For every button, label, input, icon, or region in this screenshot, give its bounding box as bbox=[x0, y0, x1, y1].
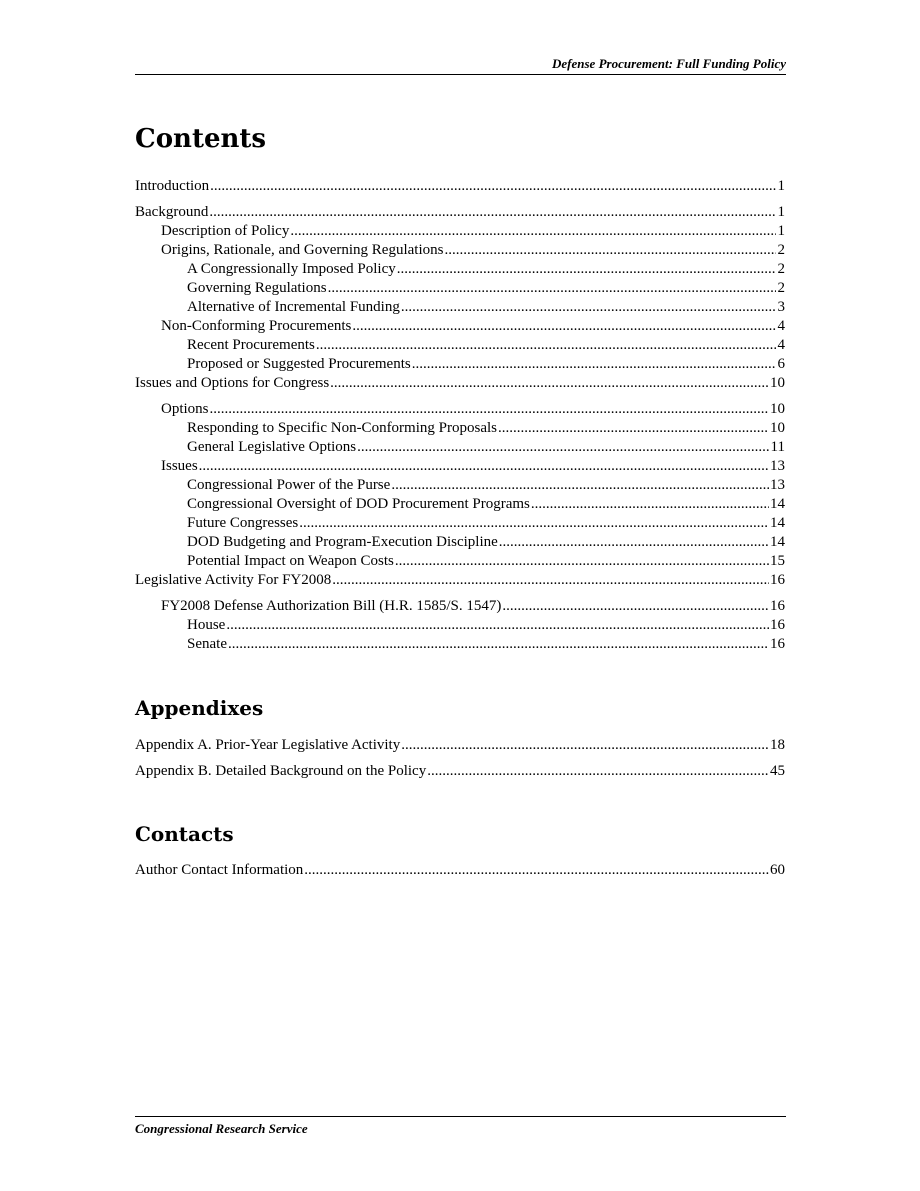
toc-entry-page: 1 bbox=[777, 178, 785, 194]
toc-entry-page: 13 bbox=[770, 477, 785, 493]
dot-leader bbox=[412, 355, 776, 374]
toc-entry-legislative-activity[interactable] bbox=[135, 571, 785, 590]
dot-leader bbox=[427, 762, 769, 781]
toc-entry-appendix-b[interactable] bbox=[135, 762, 785, 781]
toc-entry-page: 3 bbox=[777, 299, 785, 315]
contacts-list bbox=[135, 861, 785, 880]
dot-leader bbox=[332, 571, 769, 590]
toc-entry-page: 60 bbox=[770, 862, 785, 878]
dot-leader bbox=[299, 514, 769, 533]
dot-leader bbox=[498, 419, 769, 438]
toc-entry-title: Responding to Specific Non-Conforming Proposals bbox=[187, 420, 497, 436]
toc-entry-title: DOD Budgeting and Program-Execution Discipline bbox=[187, 534, 498, 550]
dot-leader bbox=[210, 400, 769, 419]
dot-leader bbox=[444, 241, 776, 260]
dot-leader bbox=[199, 457, 769, 476]
toc-entry-page: 1 bbox=[777, 204, 785, 220]
dot-leader bbox=[210, 177, 776, 196]
toc-entry-responding-proposals[interactable] bbox=[135, 419, 785, 438]
toc-entry-issues[interactable] bbox=[135, 457, 785, 476]
toc-entry-page: 15 bbox=[770, 553, 785, 569]
toc-entry-title: Legislative Activity For FY2008 bbox=[135, 572, 332, 588]
toc-entry-title: Senate bbox=[187, 636, 227, 652]
contents-list bbox=[135, 177, 785, 654]
dot-leader bbox=[401, 736, 769, 755]
toc-entry-page: 6 bbox=[777, 356, 785, 372]
toc-entry-page: 16 bbox=[770, 598, 785, 614]
toc-entry-title: Author Contact Information bbox=[135, 862, 304, 878]
toc-entry-page: 1 bbox=[777, 223, 785, 239]
toc-entry-title: Appendix A. Prior-Year Legislative Activity bbox=[135, 737, 401, 753]
toc-entry-governing-regulations[interactable] bbox=[135, 279, 785, 298]
toc-entry-incremental-funding[interactable] bbox=[135, 298, 785, 317]
toc-entry-congressionally-imposed[interactable] bbox=[135, 260, 785, 279]
toc-entry-general-legislative-options[interactable] bbox=[135, 438, 785, 457]
dot-leader bbox=[316, 336, 776, 355]
dot-leader bbox=[330, 374, 769, 393]
toc-entry-title: Issues and Options for Congress bbox=[135, 375, 330, 391]
toc-entry-title: Background bbox=[135, 204, 209, 220]
toc-entry-options[interactable] bbox=[135, 400, 785, 419]
dot-leader bbox=[209, 203, 776, 222]
toc-entry-page: 10 bbox=[770, 401, 785, 417]
toc-entry-proposed-procurements[interactable] bbox=[135, 355, 785, 374]
dot-leader bbox=[352, 317, 776, 336]
dot-leader bbox=[226, 616, 769, 635]
toc-entry-recent-procurements[interactable] bbox=[135, 336, 785, 355]
toc-entry-page: 4 bbox=[777, 318, 785, 334]
toc-entry-origins[interactable] bbox=[135, 241, 785, 260]
toc-entry-title: Congressional Oversight of DOD Procurement Programs bbox=[187, 496, 530, 512]
dot-leader bbox=[395, 552, 769, 571]
running-footer: Congressional Research Service bbox=[135, 1116, 786, 1137]
dot-leader bbox=[304, 861, 769, 880]
toc-entry-power-of-the-purse[interactable] bbox=[135, 476, 785, 495]
toc-entry-house[interactable] bbox=[135, 616, 785, 635]
toc-entry-page: 13 bbox=[770, 458, 785, 474]
toc-entry-page: 14 bbox=[770, 496, 785, 512]
toc-entry-title: Introduction bbox=[135, 178, 210, 194]
toc-entry-page: 16 bbox=[770, 636, 785, 652]
toc-entry-appendix-a[interactable] bbox=[135, 736, 785, 755]
appendixes-heading: Appendixes bbox=[135, 696, 264, 720]
toc-entry-title: Congressional Power of the Purse bbox=[187, 477, 391, 493]
toc-entry-congressional-oversight[interactable] bbox=[135, 495, 785, 514]
toc-entry-title: Description of Policy bbox=[161, 223, 290, 239]
toc-entry-page: 4 bbox=[777, 337, 785, 353]
toc-entry-page: 11 bbox=[770, 439, 785, 455]
toc-entry-title: House bbox=[187, 617, 226, 633]
toc-entry-title: Issues bbox=[161, 458, 198, 474]
toc-entry-title: A Congressionally Imposed Policy bbox=[187, 261, 396, 277]
dot-leader bbox=[357, 438, 769, 457]
appendixes-list bbox=[135, 736, 785, 781]
dot-leader bbox=[290, 222, 776, 241]
toc-entry-title: General Legislative Options bbox=[187, 439, 357, 455]
toc-entry-non-conforming[interactable] bbox=[135, 317, 785, 336]
toc-entry-page: 10 bbox=[770, 420, 785, 436]
toc-entry-title: Options bbox=[161, 401, 209, 417]
dot-leader bbox=[328, 279, 776, 298]
dot-leader bbox=[391, 476, 769, 495]
toc-entry-author-contact[interactable] bbox=[135, 861, 785, 880]
toc-entry-page: 2 bbox=[777, 242, 785, 258]
toc-entry-title: Non-Conforming Procurements bbox=[161, 318, 352, 334]
dot-leader bbox=[499, 533, 769, 552]
toc-entry-page: 18 bbox=[770, 737, 785, 753]
toc-entry-title: Future Congresses bbox=[187, 515, 299, 531]
contacts-heading: Contacts bbox=[135, 822, 234, 846]
toc-entry-page: 2 bbox=[777, 261, 785, 277]
toc-entry-title: Origins, Rationale, and Governing Regulations bbox=[161, 242, 444, 258]
toc-entry-issues-and-options[interactable] bbox=[135, 374, 785, 393]
toc-entry-introduction[interactable] bbox=[135, 177, 785, 196]
running-header: Defense Procurement: Full Funding Policy bbox=[135, 56, 786, 75]
toc-entry-weapon-costs[interactable] bbox=[135, 552, 785, 571]
dot-leader bbox=[228, 635, 769, 654]
toc-entry-page: 14 bbox=[770, 515, 785, 531]
dot-leader bbox=[401, 298, 776, 317]
toc-entry-page: 14 bbox=[770, 534, 785, 550]
toc-entry-page: 2 bbox=[777, 280, 785, 296]
toc-entry-title: Potential Impact on Weapon Costs bbox=[187, 553, 394, 569]
dot-leader bbox=[531, 495, 769, 514]
toc-entry-page: 45 bbox=[770, 763, 785, 779]
toc-entry-title: Alternative of Incremental Funding bbox=[187, 299, 400, 315]
toc-entry-title: Proposed or Suggested Procurements bbox=[187, 356, 411, 372]
toc-entry-title: Governing Regulations bbox=[187, 280, 327, 296]
contents-heading: Contents bbox=[135, 124, 267, 154]
toc-entry-page: 10 bbox=[770, 375, 785, 391]
toc-entry-title: Recent Procurements bbox=[187, 337, 315, 353]
toc-entry-authorization-bill[interactable] bbox=[135, 597, 785, 616]
toc-entry-page: 16 bbox=[770, 617, 785, 633]
toc-entry-title: Appendix B. Detailed Background on the Policy bbox=[135, 763, 427, 779]
toc-entry-future-congresses[interactable] bbox=[135, 514, 785, 533]
toc-entry-dod-budgeting[interactable] bbox=[135, 533, 785, 552]
toc-entry-description-of-policy[interactable] bbox=[135, 222, 785, 241]
toc-entry-senate[interactable] bbox=[135, 635, 785, 654]
dot-leader bbox=[502, 597, 769, 616]
toc-entry-page: 16 bbox=[770, 572, 785, 588]
dot-leader bbox=[397, 260, 776, 279]
toc-entry-title: FY2008 Defense Authorization Bill (H.R. 1585/S. 1547) bbox=[161, 598, 502, 614]
toc-entry-background[interactable] bbox=[135, 203, 785, 222]
